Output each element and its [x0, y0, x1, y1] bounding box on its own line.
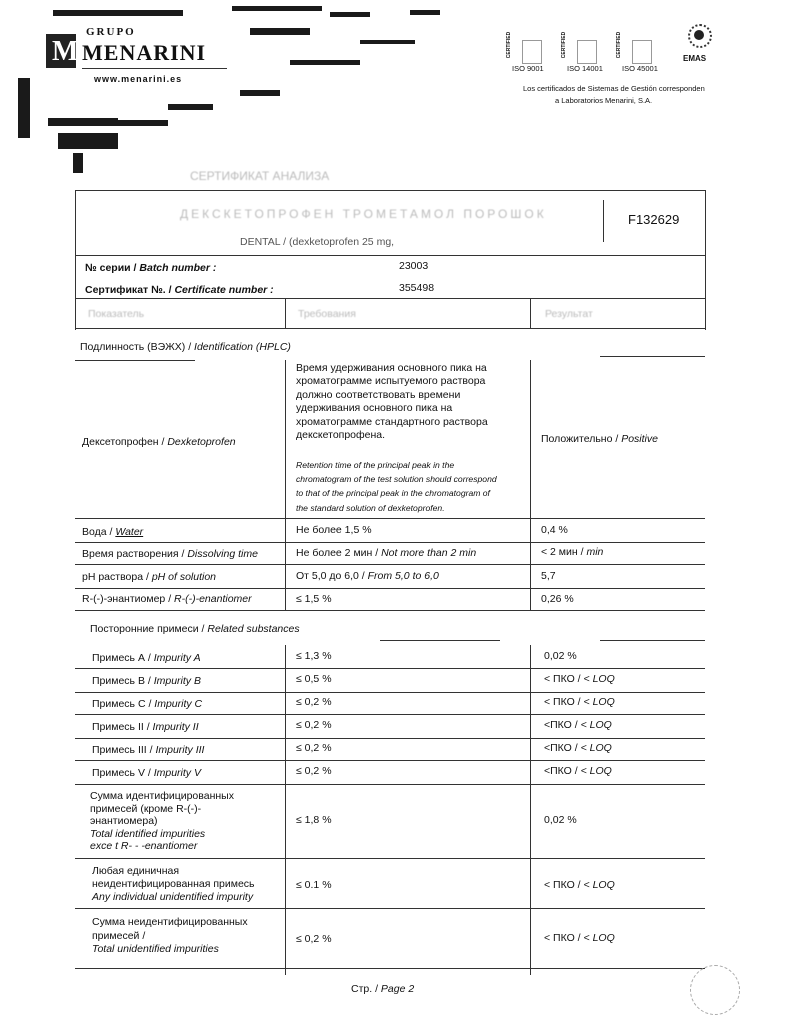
- certified-label: CERTIFIED: [616, 31, 623, 59]
- cert-label: ISO 45001: [622, 64, 658, 73]
- cert-label: ISO 9001: [512, 64, 544, 73]
- logo-brand-text: MENARINI: [82, 40, 207, 65]
- batch-number-label: № серии / Batch number :: [85, 262, 217, 274]
- related-substances-heading: Посторонние примеси / Related substances: [90, 623, 300, 635]
- certificate-number-label: Сертификат №. / Certificate number :: [85, 284, 274, 296]
- product-name-blurred: DENTAL / (dexketoprofen 25 mg,: [240, 236, 395, 248]
- company-logo: M GRUPO MENARINI www.menarini.es: [18, 8, 233, 178]
- batch-number-value: 23003: [399, 260, 429, 272]
- cert-badge-iso45001: [618, 28, 668, 78]
- cert-badge-iso9001: [508, 28, 558, 78]
- certified-mark-icon: [522, 40, 542, 64]
- emas-badge: [678, 20, 718, 76]
- stamp-icon: [690, 965, 740, 1015]
- certified-mark-icon: [577, 40, 597, 64]
- logo-url: www.menarini.es: [94, 74, 183, 84]
- certified-label: CERTIFIED: [561, 31, 568, 59]
- page-number: Стр. / Page 2: [351, 983, 415, 995]
- column-header-requirement: Требования: [298, 308, 356, 320]
- logo-group-text: GRUPO: [86, 26, 136, 38]
- certified-mark-icon: [632, 40, 652, 64]
- identification-test-name: Дексетопрофен / Dexketoprofen: [82, 436, 236, 448]
- identification-result: Положительно / Positive: [541, 433, 658, 445]
- cert-note-line2: a Laboratorios Menarini, S.A.: [555, 96, 653, 105]
- identification-requirement-en: Retention time of the principal peak in the chromatogram of the test solution should correspond to that of the principal peak in the chromatogram of the standard solution of dexketoprofen.: [296, 460, 497, 513]
- cert-badge-iso14001: [563, 28, 613, 78]
- blurred-subtitle: ДЕКСКЕТОПРОФЕН ТРОМЕТАМОЛ ПОРОШОК: [180, 207, 547, 221]
- certificate-number-value: 355498: [399, 282, 435, 294]
- column-header-result: Результат: [545, 308, 593, 320]
- certified-label: CERTIFIED: [506, 31, 513, 59]
- form-code: F132629: [628, 212, 680, 227]
- cert-label: ISO 14001: [567, 64, 603, 73]
- identification-heading: Подлинность (ВЭЖХ) / Identification (HPLC): [80, 341, 291, 353]
- emas-label: EMAS: [683, 54, 707, 63]
- cert-note-line1: Los certificados de Sistemas de Gestión corresponden: [523, 84, 705, 93]
- column-header-parameter: Показатель: [88, 308, 145, 320]
- blurred-title: СЕРТИФИКАТ АНАЛИЗА: [190, 169, 330, 183]
- identification-requirement-ru: Время удерживания основного пика на хроматограмме испытуемого раствора должно соответствовать времени удерживания основного пика на хроматограмме стандартного раствора декскетопрофена.: [296, 362, 488, 442]
